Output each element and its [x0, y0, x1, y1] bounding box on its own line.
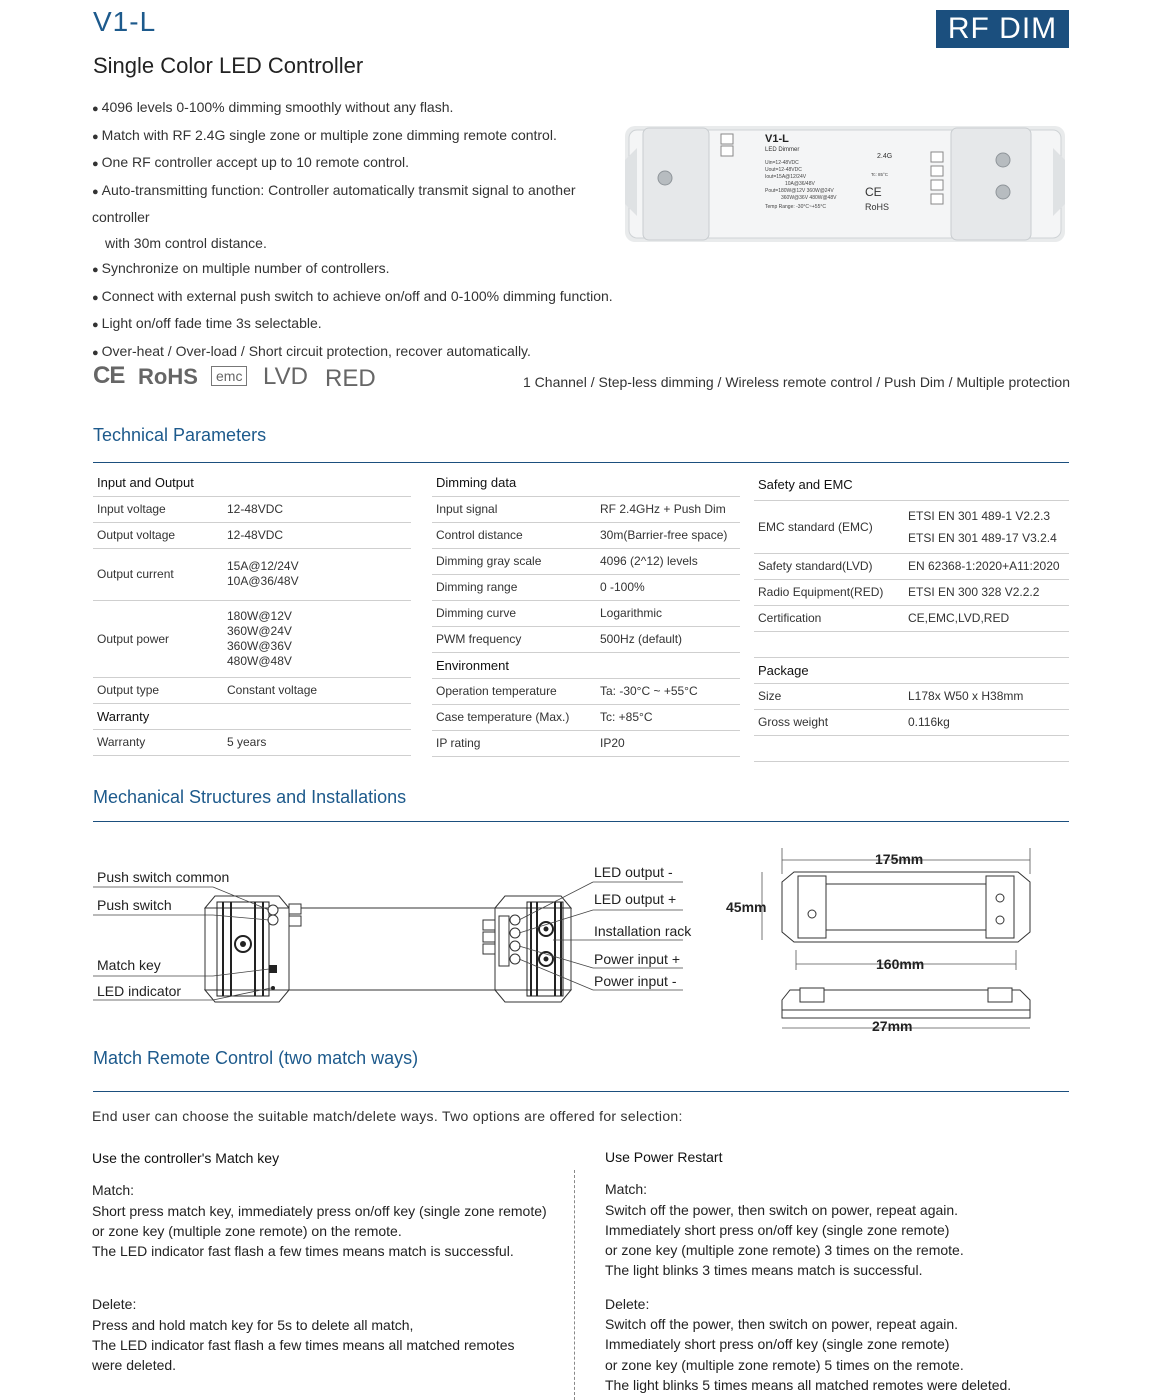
table-header: Dimming data	[432, 470, 740, 496]
param-label: Certification	[754, 605, 904, 631]
product-image	[625, 120, 1065, 248]
instruction-line: The LED indicator fast flash a few times means all matched remotes	[92, 1337, 515, 1354]
table-row	[93, 496, 411, 522]
table-spacer	[754, 735, 1069, 761]
dim-height: 27mm	[872, 1018, 913, 1034]
param-value: 4096 (2^12) levels	[596, 548, 740, 574]
match-label: Match:	[605, 1181, 648, 1198]
instruction-line: The LED indicator fast flash a few times means match is successful.	[92, 1243, 514, 1260]
param-value: Tc: +85°C	[596, 704, 740, 730]
table-row	[754, 683, 1069, 709]
instruction-line: Immediately short press on/off key (single zone remote)	[605, 1221, 950, 1238]
table-safety	[754, 470, 1069, 762]
table-row	[432, 574, 740, 600]
param-value: EN 62368-1:2020+A11:2020	[904, 553, 1069, 579]
table-header: Warranty	[93, 703, 411, 729]
product-label-type: LED Dimmer	[765, 147, 800, 153]
feature-item	[92, 284, 632, 312]
section-mechanical-title: Mechanical Structures and Installations	[93, 787, 407, 807]
product-label-rohs: RoHS	[865, 202, 890, 212]
product-label-model: V1-L	[765, 133, 789, 145]
table-header: Safety and EMC	[754, 470, 1069, 500]
wiring-diagram	[93, 840, 692, 1030]
instruction-line: were deleted.	[92, 1357, 177, 1374]
table-row	[754, 500, 1069, 553]
param-value: RF 2.4GHz + Push Dim	[596, 496, 740, 522]
table-row	[93, 600, 411, 677]
table-row	[432, 496, 740, 522]
param-label: Input voltage	[93, 496, 223, 522]
table-row	[432, 704, 740, 730]
param-value: Logarithmic	[596, 600, 740, 626]
param-label: Case temperature (Max.)	[432, 704, 596, 730]
param-label: Dimming gray scale	[432, 548, 596, 574]
instruction-line: The light blinks 3 times means match is successful.	[605, 1262, 923, 1279]
param-value: 0 -100%	[596, 574, 740, 600]
label-power-input-plus: Power input +	[594, 951, 680, 967]
param-value: 12-48VDC	[223, 522, 411, 548]
param-label: Size	[754, 683, 904, 709]
param-label: Safety standard(LVD)	[754, 553, 904, 579]
param-label: Control distance	[432, 522, 596, 548]
param-value: 5 years	[223, 729, 411, 755]
param-label: Output current	[93, 548, 223, 600]
rohs-mark: RoHS	[138, 364, 198, 389]
label-installation-rack: Installation rack	[594, 923, 692, 939]
instruction-line: or zone key (multiple zone remote) 3 times on the remote.	[605, 1242, 964, 1259]
left-delete-block	[92, 1294, 562, 1375]
label-push-switch-common: Push switch common	[97, 869, 230, 885]
feature-text: Synchronize on multiple number of controllers.	[101, 260, 390, 276]
label-power-input-minus: Power input -	[594, 973, 677, 989]
label-led-indicator: LED indicator	[97, 983, 182, 999]
table-dimming	[432, 470, 740, 757]
table-row	[93, 703, 411, 729]
match-left-column	[92, 1148, 562, 1389]
dim-length: 175mm	[875, 851, 924, 867]
param-label: EMC standard (EMC)	[754, 500, 904, 553]
delete-label: Delete:	[605, 1295, 650, 1312]
param-value: ETSI EN 301 489-1 V2.2.3 ETSI EN 301 489-17 V3.2.4	[904, 500, 1069, 553]
section-rule	[93, 1091, 1069, 1092]
feature-list	[92, 95, 632, 366]
table-header: Input and Output	[93, 470, 411, 496]
ce-mark: CE	[93, 362, 125, 389]
dimension-figure	[720, 840, 1070, 1050]
section-rule	[93, 821, 1069, 822]
param-value: CE,EMC,LVD,RED	[904, 605, 1069, 631]
dimension-drawing	[720, 840, 1070, 1050]
param-label: Radio Equipment(RED)	[754, 579, 904, 605]
left-column-title: Use the controller's Match key	[92, 1150, 280, 1166]
table-row	[432, 626, 740, 652]
instruction-line: The light blinks 5 times means all matched remotes were deleted.	[605, 1376, 1012, 1393]
label-led-output-plus: LED output +	[594, 891, 677, 907]
param-label: Output power	[93, 600, 223, 677]
table-row	[754, 579, 1069, 605]
table-row	[93, 677, 411, 703]
param-value: Constant voltage	[223, 677, 411, 703]
feature-text: Match with RF 2.4G single zone or multiple zone dimming remote control.	[101, 126, 557, 143]
param-label: Dimming curve	[432, 600, 596, 626]
table-row	[93, 470, 411, 496]
feature-item	[92, 150, 632, 178]
instruction-line: Short press match key, immediately press on/off key (single zone remote)	[92, 1202, 547, 1219]
feature-item	[92, 95, 632, 123]
product-label-line: Uout=12-48VDC	[765, 167, 802, 173]
feature-tagline: 1 Channel / Step-less dimming / Wireless remote control / Push Dim / Multiple protection	[523, 374, 1070, 390]
product-label-freq: 2.4G	[877, 153, 893, 160]
table-row	[754, 605, 1069, 631]
left-match-block	[92, 1180, 562, 1261]
table-row	[432, 678, 740, 704]
table-row	[93, 548, 411, 600]
section-rule	[93, 462, 1069, 463]
label-led-output-minus: LED output -	[594, 864, 673, 880]
instruction-line: or zone key (multiple zone remote) 5 times on the remote.	[605, 1356, 964, 1373]
table-row	[432, 522, 740, 548]
product-label-line: Pout=180W@12V 360W@24V	[765, 188, 834, 194]
feature-text-continued: with 30m control distance.	[105, 234, 267, 251]
dim-mount: 160mm	[876, 956, 925, 972]
product-subtitle: Single Color LED Controller	[93, 53, 364, 78]
table-header: Environment	[432, 652, 740, 678]
table-row	[432, 600, 740, 626]
table-header: Package	[754, 657, 1069, 683]
feature-text: Light on/off fade time 3s selectable.	[101, 315, 322, 331]
param-label: Operation temperature	[432, 678, 596, 704]
product-label-line: 10A@36/48V	[785, 181, 815, 187]
rf-dim-badge: RF DIM	[936, 10, 1069, 48]
feature-item	[92, 339, 632, 367]
param-label: Warranty	[93, 729, 223, 755]
match-right-column	[605, 1147, 1070, 1400]
param-label: Output voltage	[93, 522, 223, 548]
right-delete-block	[605, 1294, 1070, 1395]
param-label: Input signal	[432, 496, 596, 522]
table-row	[754, 553, 1069, 579]
product-label-line: 360W@36V 480W@48V	[781, 195, 837, 201]
instruction-line: Press and hold match key for 5s to delete all match,	[92, 1316, 414, 1333]
feature-text: Auto-transmitting function: Controller automatically transmit signal to another controller	[92, 181, 576, 225]
param-value: IP20	[596, 730, 740, 756]
param-value: 12-48VDC	[223, 496, 411, 522]
param-value: L178x W50 x H38mm	[904, 683, 1069, 709]
feature-text: Over-heat / Over-load / Short circuit protection, recover automatically.	[101, 342, 531, 359]
table-row	[432, 652, 740, 678]
section-technical-title: Technical Parameters	[93, 425, 267, 445]
instruction-line: Immediately short press on/off key (single zone remote)	[605, 1336, 950, 1353]
table-row	[93, 729, 411, 755]
param-label: IP rating	[432, 730, 596, 756]
emc-mark: emc	[211, 366, 247, 386]
red-mark: RED	[325, 365, 376, 392]
param-value: 15A@12/24V 10A@36/48V	[223, 548, 411, 600]
param-value: ETSI EN 300 328 V2.2.2	[904, 579, 1069, 605]
feature-item	[92, 311, 632, 339]
label-match-key: Match key	[97, 957, 161, 973]
table-row	[432, 548, 740, 574]
param-label: Output type	[93, 677, 223, 703]
table-row	[754, 631, 1069, 657]
table-row	[754, 657, 1069, 683]
table-row	[432, 730, 740, 756]
table-spacer	[754, 631, 1069, 657]
column-divider	[574, 1170, 575, 1400]
instruction-line: Switch off the power, then switch on power, repeat again.	[605, 1201, 959, 1218]
feature-text: 4096 levels 0-100% dimming smoothly without any flash.	[101, 99, 454, 115]
instruction-line: Switch off the power, then switch on power, repeat again.	[605, 1316, 959, 1333]
model-name: V1-L	[93, 6, 157, 37]
param-value: Ta: -30°C ~ +55°C	[596, 678, 740, 704]
param-value: 30m(Barrier-free space)	[596, 522, 740, 548]
match-label: Match:	[92, 1182, 135, 1199]
param-label: Gross weight	[754, 709, 904, 735]
dim-width: 45mm	[726, 899, 767, 915]
param-value: 180W@12V 360W@24V 360W@36V 480W@48V	[223, 600, 411, 677]
table-row	[754, 709, 1069, 735]
param-value: 500Hz (default)	[596, 626, 740, 652]
table-row	[754, 735, 1069, 761]
product-label-line: Temp Range: -30°C~+55°C	[765, 204, 826, 210]
delete-label: Delete:	[92, 1296, 137, 1313]
feature-item	[92, 256, 632, 284]
table-row	[432, 470, 740, 496]
product-label-tc: Tc: 85°C	[871, 172, 889, 177]
feature-item	[92, 178, 632, 257]
right-column-title: Use Power Restart	[605, 1149, 723, 1165]
table-input-output	[93, 470, 411, 756]
right-match-block	[605, 1179, 1070, 1280]
section-match-title: Match Remote Control (two match ways)	[93, 1048, 419, 1068]
param-label: PWM frequency	[432, 626, 596, 652]
lvd-mark: LVD	[263, 363, 308, 390]
feature-text: One RF controller accept up to 10 remote control.	[101, 154, 410, 170]
param-label: Dimming range	[432, 574, 596, 600]
feature-item	[92, 123, 632, 151]
feature-text: Connect with external push switch to achieve on/off and 0-100% dimming function.	[101, 287, 613, 304]
match-intro: End user can choose the suitable match/delete ways. Two options are offered for selection:	[92, 1108, 683, 1124]
instruction-line: or zone key (multiple zone remote) on the remote.	[92, 1222, 402, 1239]
label-push-switch: Push switch	[97, 897, 172, 913]
param-value: 0.116kg	[904, 709, 1069, 735]
table-row	[93, 522, 411, 548]
product-label-line: Uin=12-48VDC	[765, 160, 799, 166]
table-row	[754, 470, 1069, 500]
product-label-ce: CE	[865, 185, 882, 199]
product-label-line: Iout=15A@12/24V	[765, 174, 807, 180]
